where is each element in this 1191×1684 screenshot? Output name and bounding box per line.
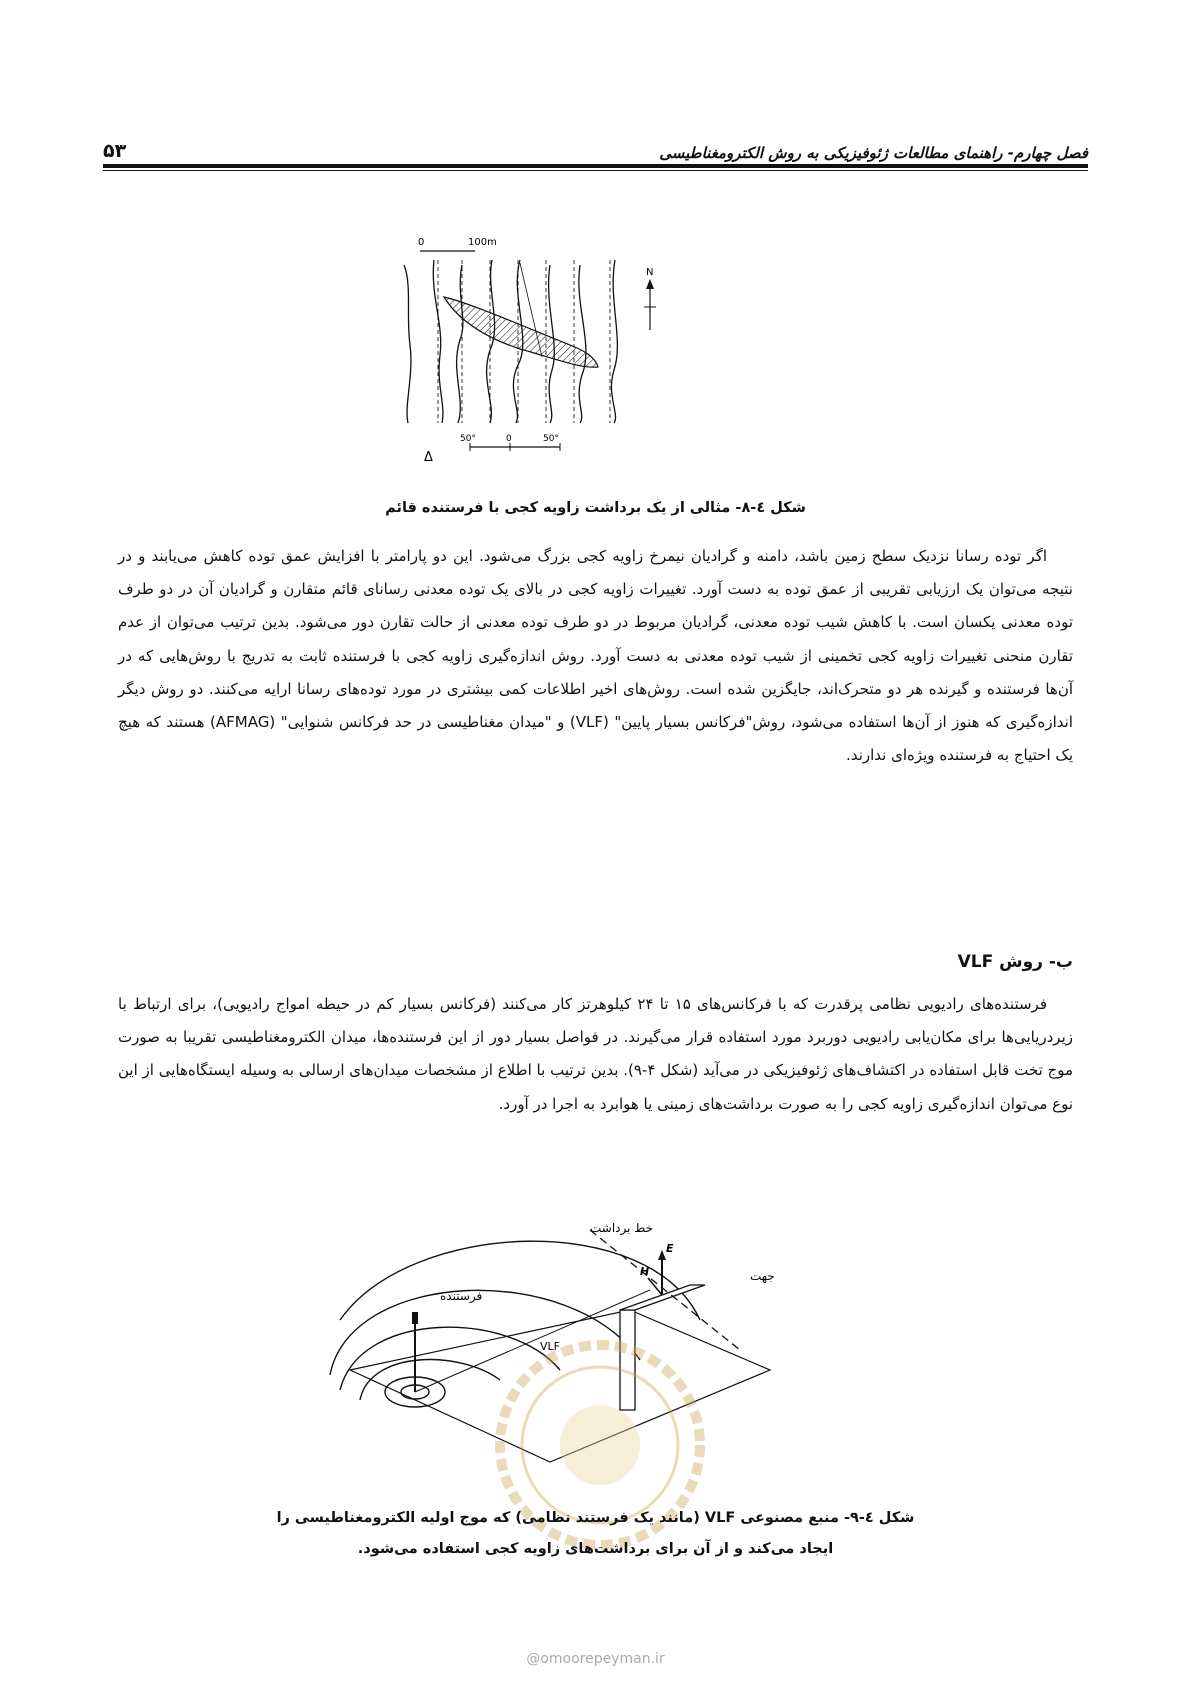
transmitter-label: فرستنده <box>440 1289 483 1303</box>
scale-end-label: 100m <box>468 237 497 248</box>
chapter-title: فصل چهارم- راهنمای مطالعات ژئوفیزیکی به روش الکترومغناطیسی <box>659 144 1088 162</box>
paragraph-1 <box>118 540 1073 772</box>
paragraph-1-text: اگر توده رسانا نزدیک سطح زمین باشد، دامنه و گرادیان نیمرخ زاویه کجی بزرگ می‌شود. این دو پارامتر با افزایش عمق توده کاهش می‌یابند و در نتیجه می‌توان یک ارزیابی تقریبی از عمق توده به دست آورد. تغییرات زاویه کجی در بالای یک توده معدنی رسانای قائم متقارن و گرادیان آن در دو طرف توده معدنی یکسان است. با کاهش شیب توده معدنی، گرادیان مربوط در دو طرف توده معدنی از حالت تقارن دور می‌شود. بدین ترتیب می‌توان از عدم تقارن منحنی تغییرات زاویه کجی تخمینی از شیب توده معدنی به دست آورد. روش اندازه‌گیری زاویه کجی با فرستنده ثابت به تدریج با روش‌هایی که در آن‌ها فرستنده و گیرنده هر دو متحرک‌اند، جایگزین شده است. روش‌های اخیر اطلاعات کمی بیشتری در مورد توده‌های رسانا ارایه می‌کنند. دو روش دیگر اندازه‌گیری که هنوز از آن‌ها استفاده می‌شود، روش"فرکانس بسیار پایین" (VLF) و "میدان مغناطیسی در حد فرکانس شنوایی" (AFMAG) هستند که هیچ یک احتیاج به فرستنده ویژه‌ای ندارند. <box>118 547 1073 765</box>
survey-line-label: خط برداشت <box>590 1221 654 1235</box>
header-rule-thin <box>103 170 1088 171</box>
angle-right-label: 50° <box>543 434 559 444</box>
e-label: E <box>666 1242 674 1255</box>
angle-zero-label: 0 <box>506 434 512 444</box>
figure-tilt-angle-survey <box>410 237 740 505</box>
paragraph-2-text: فرستنده‌های رادیویی نظامی پرقدرت که با فرکانس‌های ۱۵ تا ۲۴ کیلوهرتز کار می‌کنند (فرکانس بسیار کم در حیطه امواج رادیویی)، برای ارتباط با زیردریایی‌ها برای مکان‌یابی رادیویی دوربرد مورد استفاده قرار می‌گیرند. در فواصل بسیار دور از این فرستنده‌ها، میدان الکترومغناطیسی تقریبا به صورت موج تخت قابل استفاده در اکتشاف‌های ژئوفیزیکی در می‌آید (شکل ۴-۹). بدین ترتیب با اطلاع از مشخصات میدان‌های ارسالی به وسیله ایستگاه‌هایی از این نوع می‌توان اندازه‌گیری زاویه کجی را به صورت برداشت‌های زمینی یا هوابرد به اجرا در آورد. <box>118 995 1074 1113</box>
direction-label: جهت <box>750 1269 775 1283</box>
h-label: H <box>640 1265 650 1278</box>
figure2-caption-line1: شکل ٤-٩- منبع مصنوعی VLF (مانند یک فرستند نظامی) که موج اولیه الکترومغناطیسی را <box>276 1510 915 1526</box>
header-rule-thick <box>103 164 1088 168</box>
transmitter-top <box>412 1312 418 1324</box>
angle-left-label: 50° <box>460 434 476 444</box>
vlf-label: VLF <box>540 1340 560 1353</box>
figure2-caption-line2: ایجاد می‌کند و از آن برای برداشت‌های زاویه کجی استفاده می‌شود. <box>357 1541 834 1557</box>
north-arrow <box>644 279 656 330</box>
scale-start-label: 0 <box>418 237 425 248</box>
watermark-text: @omoorepeyman.ir <box>526 1651 665 1667</box>
figure1-caption: شکل ٤-٨- مثالی از یک برداشت زاویه کجی با فرستنده قائم <box>385 500 806 516</box>
north-label: N <box>646 267 654 278</box>
h-vector <box>648 1278 662 1295</box>
page-number: ۵۳ <box>103 140 127 162</box>
paragraph-2 <box>118 988 1073 1121</box>
section-heading: ب- روش VLF <box>957 952 1073 972</box>
transmitter-symbol: Δ <box>424 450 433 465</box>
page-header <box>103 128 1088 162</box>
